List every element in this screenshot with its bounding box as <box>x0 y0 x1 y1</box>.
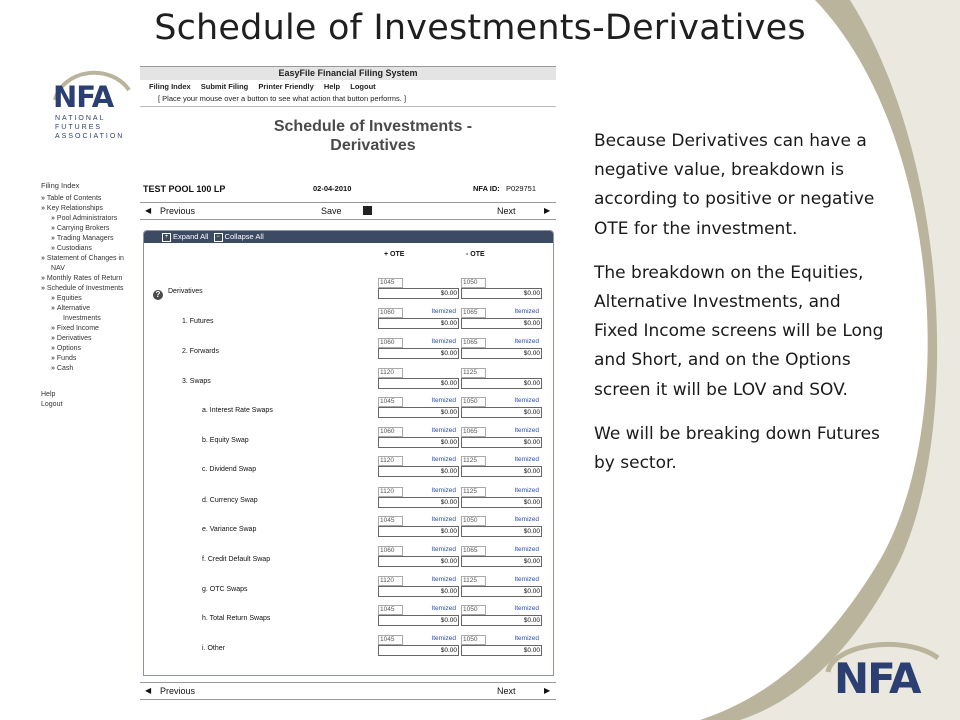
filing-info-row <box>140 184 556 196</box>
grid-toolbar <box>144 231 553 243</box>
sidebar <box>33 66 140 700</box>
positive-ote-cell <box>378 576 458 596</box>
positive-ote-cell <box>378 427 458 447</box>
sidebar-item: NAV <box>51 265 65 272</box>
app-screenshot <box>33 66 556 700</box>
double-chevron-icon: » <box>41 275 45 282</box>
line-code: 1125 <box>461 487 486 497</box>
amount-field[interactable]: $0.00 <box>461 437 542 448</box>
line-code: 1125 <box>461 576 486 586</box>
menu-logout[interactable]: Logout <box>350 82 376 91</box>
expand-all-button[interactable]: Expand All <box>173 232 209 241</box>
corner-logo-text: NFA <box>834 654 920 703</box>
negative-ote-cell <box>461 278 541 298</box>
negative-ote-cell <box>461 487 541 507</box>
itemized-link[interactable]: Itemized <box>514 397 539 404</box>
itemized-link[interactable]: Itemized <box>514 516 539 523</box>
itemized-link[interactable]: Itemized <box>431 427 456 434</box>
negative-ote-cell <box>461 635 541 655</box>
expand-icon[interactable]: + <box>162 233 171 242</box>
sidebar-item[interactable]: » Custodians <box>51 245 92 252</box>
chevron-left-icon[interactable]: ◀ <box>145 686 152 695</box>
sidebar-item[interactable]: » Fixed Income <box>51 325 99 332</box>
itemized-link[interactable]: Itemized <box>514 338 539 345</box>
menu-submit-filing[interactable]: Submit Filing <box>200 82 249 91</box>
line-code: 1065 <box>461 427 486 437</box>
line-code: 1120 <box>378 368 403 378</box>
next-button[interactable]: Next <box>497 206 516 216</box>
amount-field[interactable]: $0.00 <box>378 497 459 508</box>
itemized-link[interactable]: Itemized <box>431 516 456 523</box>
itemized-link[interactable]: Itemized <box>514 576 539 583</box>
hover-hint: [ Place your mouse over a button to see what action that button performs. ] <box>140 94 556 107</box>
line-code: 1045 <box>378 278 403 288</box>
page-title: Schedule of Investments - Derivatives <box>273 118 473 154</box>
row-label: b. Equity Swap <box>202 437 249 444</box>
filing-index-header: Filing Index <box>41 181 80 190</box>
double-chevron-icon: » <box>51 225 55 232</box>
itemized-link[interactable]: Itemized <box>431 605 456 612</box>
itemized-link[interactable]: Itemized <box>431 635 456 642</box>
row-label: h. Total Return Swaps <box>202 615 271 622</box>
positive-ote-cell <box>378 546 458 566</box>
logo-subtitle: NATIONAL FUTURES ASSOCIATION <box>55 115 125 140</box>
negative-ote-cell <box>461 308 541 328</box>
line-code: 1120 <box>378 456 403 466</box>
amount-field[interactable]: $0.00 <box>461 645 542 656</box>
filing-index-nav <box>41 181 141 410</box>
line-code: 1045 <box>378 516 403 526</box>
negative-ote-cell <box>461 368 541 388</box>
row-label: 2. Forwards <box>182 348 219 355</box>
itemized-link[interactable]: Itemized <box>514 605 539 612</box>
itemized-link[interactable]: Itemized <box>431 308 456 315</box>
double-chevron-icon: » <box>51 345 55 352</box>
amount-field[interactable]: $0.00 <box>378 645 459 656</box>
itemized-link[interactable]: Itemized <box>514 635 539 642</box>
line-code: 1045 <box>378 635 403 645</box>
itemized-link[interactable]: Itemized <box>431 338 456 345</box>
sidebar-item[interactable]: » Equities <box>51 295 82 302</box>
nfa-id: P029751 <box>506 184 537 193</box>
line-code: 1065 <box>461 308 486 318</box>
line-code: 1060 <box>378 427 403 437</box>
negative-ote-cell <box>461 576 541 596</box>
sidebar-item[interactable]: » Derivatives <box>51 335 92 342</box>
line-code: 1060 <box>378 308 403 318</box>
sidebar-item[interactable]: » Key Relationships <box>41 205 103 212</box>
chevron-left-icon[interactable]: ◀ <box>145 206 152 215</box>
amount-field[interactable]: $0.00 <box>378 556 459 567</box>
itemized-link[interactable]: Itemized <box>431 546 456 553</box>
positive-ote-cell <box>378 605 458 625</box>
slide-title: Schedule of Investments-Derivatives <box>154 8 806 48</box>
pool-name: TEST POOL 100 LP <box>143 184 226 194</box>
double-chevron-icon: » <box>41 285 45 292</box>
sidebar-item[interactable]: » Trading Managers <box>51 235 114 242</box>
positive-ote-cell <box>378 278 458 298</box>
sidebar-item[interactable]: » Cash <box>51 365 74 372</box>
sidebar-item[interactable]: » Table of Contents <box>41 195 102 202</box>
logo-mark: NFA <box>53 80 114 114</box>
negative-ote-cell <box>461 605 541 625</box>
double-chevron-icon: » <box>51 305 55 312</box>
negative-ote-cell <box>461 456 541 476</box>
amount-field[interactable]: $0.00 <box>461 526 542 537</box>
sidebar-help-link[interactable]: Help <box>41 391 56 398</box>
double-chevron-icon: » <box>41 255 45 262</box>
app-title: EasyFile Financial Filing System <box>140 66 556 80</box>
line-code: 1045 <box>378 605 403 615</box>
double-chevron-icon: » <box>51 245 55 252</box>
chevron-right-icon[interactable]: ▶ <box>544 206 551 215</box>
body-paragraph: We will be breaking down Futures by sector. <box>594 423 880 474</box>
double-chevron-icon: » <box>51 215 55 222</box>
save-icon[interactable] <box>363 206 372 215</box>
positive-ote-cell <box>378 368 458 388</box>
line-code: 1050 <box>461 278 486 288</box>
amount-field[interactable]: $0.00 <box>378 615 459 626</box>
amount-field[interactable]: $0.00 <box>378 407 459 418</box>
double-chevron-icon: » <box>41 205 45 212</box>
row-label: d. Currency Swap <box>202 497 258 504</box>
line-code: 1050 <box>461 635 486 645</box>
line-code: 1060 <box>378 546 403 556</box>
negative-ote-cell <box>461 338 541 358</box>
row-label: i. Other <box>202 645 225 652</box>
amount-field[interactable]: $0.00 <box>461 586 542 597</box>
body-paragraph: The breakdown on the Equities, Alternative Investments, and Fixed Income screens will be Long and Short, and on the Options screen it will be LOV and SOV. <box>594 262 884 400</box>
menu-filing-index[interactable]: Filing Index <box>149 82 191 91</box>
amount-field[interactable]: $0.00 <box>378 586 459 597</box>
save-button[interactable]: Save <box>321 206 342 216</box>
line-code: 1050 <box>461 397 486 407</box>
positive-ote-header: + OTE <box>384 251 405 258</box>
itemized-link[interactable]: Itemized <box>514 308 539 315</box>
negative-ote-cell <box>461 516 541 536</box>
sidebar-item[interactable]: » Funds <box>51 355 77 362</box>
menu-printer-friendly[interactable]: Printer Friendly <box>258 82 314 91</box>
previous-button-bottom[interactable]: Previous <box>160 686 196 696</box>
line-code: 1045 <box>378 397 403 407</box>
amount-field[interactable]: $0.00 <box>378 288 459 299</box>
line-code: 1120 <box>378 576 403 586</box>
negative-ote-cell <box>461 427 541 447</box>
chevron-right-icon[interactable]: ▶ <box>544 686 551 695</box>
amount-field[interactable]: $0.00 <box>461 466 542 477</box>
help-icon[interactable]: ? <box>153 290 163 300</box>
menu-bar <box>140 80 556 94</box>
amount-field[interactable]: $0.00 <box>461 407 542 418</box>
nfa-id-label: NFA ID: <box>473 184 500 193</box>
line-code: 1065 <box>461 546 486 556</box>
positive-ote-cell <box>378 308 458 328</box>
sidebar-item[interactable]: » Alternative <box>51 305 90 312</box>
filing-date: 02-04-2010 <box>313 184 352 193</box>
itemized-link[interactable]: Itemized <box>514 456 539 463</box>
amount-field[interactable]: $0.00 <box>461 497 542 508</box>
itemized-link[interactable]: Itemized <box>431 397 456 404</box>
amount-field[interactable]: $0.00 <box>378 466 459 477</box>
double-chevron-icon: » <box>51 365 55 372</box>
itemized-link[interactable]: Itemized <box>514 546 539 553</box>
line-code: 1060 <box>378 338 403 348</box>
nav-row-top <box>140 202 556 220</box>
sidebar-logout-link[interactable]: Logout <box>41 401 63 408</box>
positive-ote-cell <box>378 516 458 536</box>
row-label: a. Interest Rate Swaps <box>202 407 273 414</box>
row-label: Derivatives <box>168 288 203 295</box>
positive-ote-cell <box>378 635 458 655</box>
row-label: 1. Futures <box>182 318 214 325</box>
amount-field[interactable]: $0.00 <box>378 526 459 537</box>
amount-field[interactable]: $0.00 <box>461 615 542 626</box>
amount-field[interactable]: $0.00 <box>461 318 542 329</box>
nav-row-bottom <box>140 682 556 700</box>
next-button-bottom[interactable]: Next <box>497 686 516 696</box>
row-label: g. OTC Swaps <box>202 586 248 593</box>
nfa-logo <box>37 70 135 156</box>
corner-nfa-logo <box>820 640 950 710</box>
positive-ote-cell <box>378 338 458 358</box>
sidebar-item[interactable]: » Statement of Changes in <box>41 255 124 262</box>
row-label: 3. Swaps <box>182 378 211 385</box>
negative-ote-cell <box>461 397 541 417</box>
line-code: 1050 <box>461 605 486 615</box>
sidebar-item[interactable]: » Monthly Rates of Return <box>41 275 123 282</box>
double-chevron-icon: » <box>51 295 55 302</box>
collapse-icon[interactable]: − <box>214 233 223 242</box>
negative-ote-cell <box>461 546 541 566</box>
positive-ote-cell <box>378 397 458 417</box>
amount-field[interactable]: $0.00 <box>378 437 459 448</box>
itemized-link[interactable]: Itemized <box>514 487 539 494</box>
slide-body-text <box>594 127 884 493</box>
amount-field[interactable]: $0.00 <box>378 318 459 329</box>
line-code: 1125 <box>461 368 486 378</box>
line-code: 1125 <box>461 456 486 466</box>
line-code: 1050 <box>461 516 486 526</box>
derivatives-grid <box>143 230 554 676</box>
body-paragraph: Because Derivatives can have a negative value, breakdown is according to positive or negative OTE for the investment. <box>594 131 875 239</box>
sidebar-item[interactable]: » Schedule of Investments <box>41 285 124 292</box>
collapse-all-button[interactable]: Collapse All <box>224 232 264 241</box>
itemized-link[interactable]: Itemized <box>514 427 539 434</box>
amount-field[interactable]: $0.00 <box>461 556 542 567</box>
itemized-link[interactable]: Itemized <box>431 487 456 494</box>
negative-ote-header: - OTE <box>466 251 485 258</box>
itemized-link[interactable]: Itemized <box>431 576 456 583</box>
sidebar-item: Investments <box>63 315 101 322</box>
double-chevron-icon: » <box>41 195 45 202</box>
positive-ote-cell <box>378 487 458 507</box>
app-header <box>140 66 556 155</box>
amount-field[interactable]: $0.00 <box>461 288 542 299</box>
row-label: f. Credit Default Swap <box>202 556 271 563</box>
positive-ote-cell <box>378 456 458 476</box>
amount-field[interactable]: $0.00 <box>461 378 542 389</box>
double-chevron-icon: » <box>51 335 55 342</box>
line-code: 1120 <box>378 487 403 497</box>
sidebar-item[interactable]: » Options <box>51 345 82 352</box>
double-chevron-icon: » <box>51 325 55 332</box>
itemized-link[interactable]: Itemized <box>431 456 456 463</box>
row-label: e. Variance Swap <box>202 526 257 533</box>
amount-field[interactable]: $0.00 <box>378 348 459 359</box>
previous-button[interactable]: Previous <box>160 206 196 216</box>
double-chevron-icon: » <box>51 355 55 362</box>
line-code: 1065 <box>461 338 486 348</box>
row-label: c. Dividend Swap <box>202 466 257 473</box>
sidebar-item[interactable]: » Pool Administrators <box>51 215 118 222</box>
double-chevron-icon: » <box>51 235 55 242</box>
menu-help[interactable]: Help <box>323 82 341 91</box>
amount-field[interactable]: $0.00 <box>378 378 459 389</box>
sidebar-item[interactable]: » Carrying Brokers <box>51 225 110 232</box>
amount-field[interactable]: $0.00 <box>461 348 542 359</box>
